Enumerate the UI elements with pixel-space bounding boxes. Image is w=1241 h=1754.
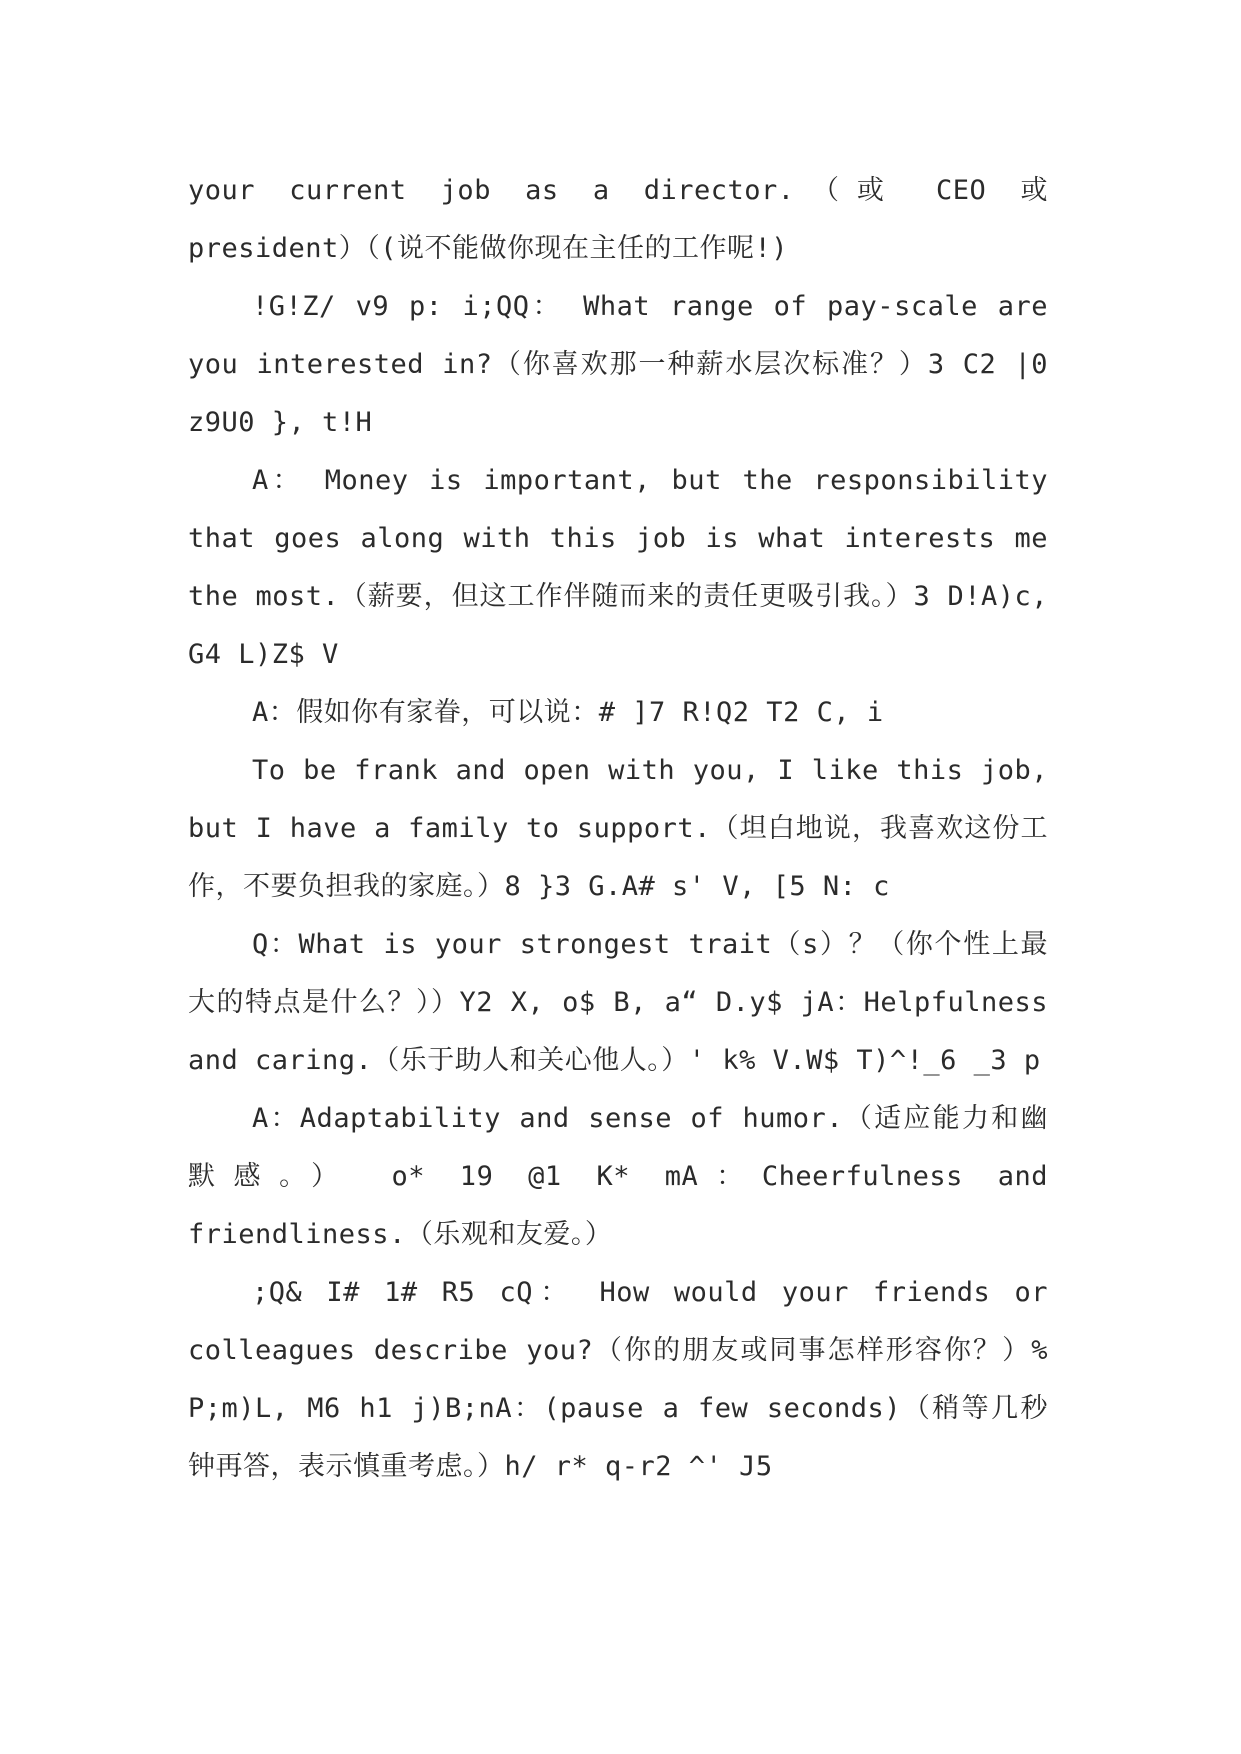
- paragraph-2: !G!Z/ v9 p: i;QQ： What range of pay-scale are you interested in?（你喜欢那一种薪水层次标准？）3 C2 |0 z9U0 }, t!H: [188, 291, 1048, 438]
- paragraph-4: A：假如你有家眷，可以说：# ]7 R!Q2 T2 C, i: [252, 697, 884, 728]
- paragraph-7: A：Adaptability and sense of humor.（适应能力和幽默感。） o* 19 @1 K* mA：Cheerfulness and friendliness.（乐观和友爱。）: [188, 1103, 1048, 1250]
- paragraph-3: A： Money is important, but the responsibility that goes along with this job is what interests me the most.（薪要，但这工作伴随而来的责任更吸引我。）3 D!A)c, G4 L)Z$ V: [188, 465, 1048, 670]
- paragraph-5: To be frank and open with you, I like this job, but I have a family to support.（坦白地说，我喜欢这份工作，不要负担我的家庭。）8 }3 G.A# s' V, [5 N: c: [188, 755, 1048, 902]
- paragraph-6: Q：What is your strongest trait（s）？（你个性上最大的特点是什么？））Y2 X, o$ B, a“ D.y$ jA：Helpfulness and caring.（乐于助人和关心他人。）' k% V.W$ T)^!_6 _3 p: [188, 929, 1048, 1076]
- paragraph-8: ;Q& I# 1# R5 cQ： How would your friends or colleagues describe you?（你的朋友或同事怎样形容你？）% P;m)L, M6 h1 j)B;nA：(pause a few seconds)（稍等几秒钟再答，表示慎重考虑。）h/ r* q-r2 ^' J5: [188, 1277, 1048, 1482]
- document-body: [188, 162, 1048, 1496]
- paragraph-1: your current job as a director.（或 CEO 或 president）（(说不能做你现在主任的工作呢!): [188, 175, 1048, 264]
